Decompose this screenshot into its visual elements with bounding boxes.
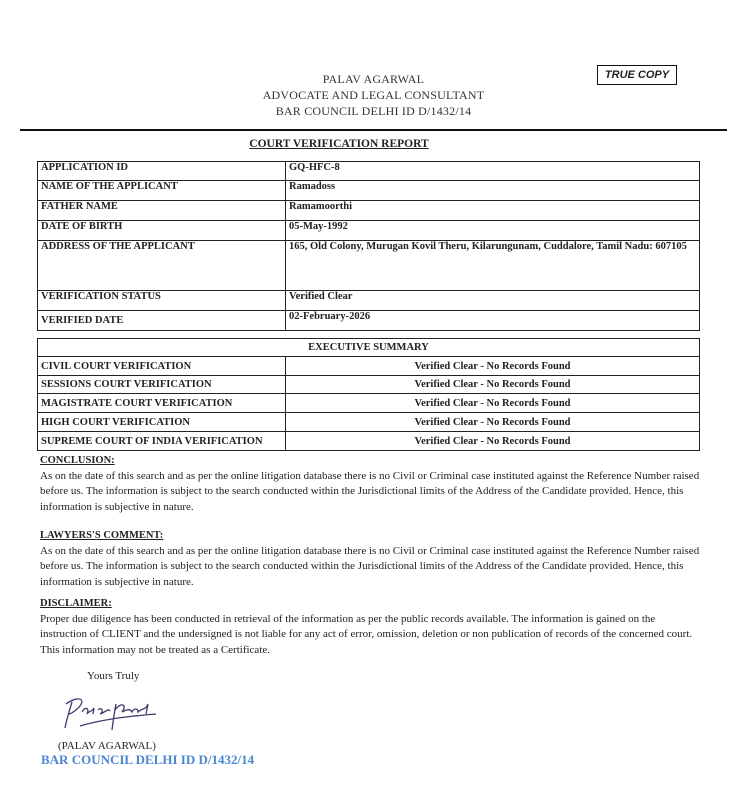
row-value: 165, Old Colony, Murugan Kovil Theru, Kilarungunam, Cuddalore, Tamil Nadu: 607105	[286, 241, 700, 291]
row-label: SUPREME COURT OF INDIA VERIFICATION	[38, 432, 286, 451]
table-row	[38, 432, 700, 451]
disclaimer-text: Proper due diligence has been conducted in retrieval of the information as per the public records available. The information is gained on the instruction of CLIENT and the undersigned is not liable for any act of error, omission, deletion or non publication of records of the concerned court. This information may not be treated as a Certificate.	[40, 612, 693, 656]
applicant-details-table	[37, 161, 700, 331]
table-row	[38, 394, 700, 413]
conclusion-text: As on the date of this search and as per the online litigation database there is no Civil or Criminal case instituted against the Reference Number raised before us. The information is subject to the search conducted within the Jurisdictional limits of the Address of the Candidate provided. Hence, this information is subjective in nature.	[40, 469, 700, 513]
summary-heading: EXECUTIVE SUMMARY	[38, 339, 700, 357]
row-label: NAME OF THE APPLICANT	[38, 181, 286, 201]
true-copy-stamp: TRUE COPY	[597, 65, 677, 85]
table-row	[38, 221, 700, 241]
row-value: 05-May-1992	[286, 221, 700, 241]
advocate-bar-id: BAR COUNCIL DELHI ID D/1432/14	[275, 104, 472, 118]
row-label: APPLICATION ID	[38, 162, 286, 181]
row-label: DATE OF BIRTH	[38, 221, 286, 241]
table-row	[38, 291, 700, 311]
closing-text: Yours Truly	[87, 670, 140, 682]
row-value: Ramamoorthi	[286, 201, 700, 221]
row-value: Verified Clear	[286, 291, 700, 311]
conclusion-heading: CONCLUSION:	[40, 455, 115, 466]
executive-summary-table	[37, 338, 700, 451]
row-value: Verified Clear - No Records Found	[286, 432, 700, 451]
advocate-name: PALAV AGARWAL	[322, 72, 425, 86]
conclusion-section	[40, 453, 700, 515]
comment-text: As on the date of this search and as per the online litigation database there is no Civil or Criminal case instituted against the Reference Number raised before us. The information is subject to the search conducted within the Jurisdictional limits of the Address of the Candidate provided. Hence, this information is subjective in nature.	[40, 544, 700, 588]
table-row	[38, 181, 700, 201]
disclaimer-heading: DISCLAIMER:	[40, 598, 112, 609]
row-label: VERIFIED DATE	[38, 311, 286, 331]
row-value: Verified Clear - No Records Found	[286, 376, 700, 394]
row-value: Verified Clear - No Records Found	[286, 394, 700, 413]
row-label: HIGH COURT VERIFICATION	[38, 413, 286, 432]
row-label: SESSIONS COURT VERIFICATION	[38, 376, 286, 394]
table-row	[38, 357, 700, 376]
row-label: FATHER NAME	[38, 201, 286, 221]
signatory-name: (PALAV AGARWAL)	[58, 740, 156, 752]
advocate-role: ADVOCATE AND LEGAL CONSULTANT	[262, 88, 485, 102]
signatory-bar-id: BAR COUNCIL DELHI ID D/1432/14	[41, 752, 255, 767]
row-value: Ramadoss	[286, 181, 700, 201]
table-row	[38, 376, 700, 394]
row-value: GQ-HFC-8	[286, 162, 700, 181]
table-row	[38, 201, 700, 221]
table-row	[38, 241, 700, 291]
row-label: ADDRESS OF THE APPLICANT	[38, 241, 286, 291]
header-divider	[20, 129, 727, 131]
row-label: CIVIL COURT VERIFICATION	[38, 357, 286, 376]
report-title: COURT VERIFICATION REPORT	[249, 138, 429, 150]
row-label: VERIFICATION STATUS	[38, 291, 286, 311]
disclaimer-section	[40, 596, 700, 658]
lawyers-comment-section	[40, 528, 700, 590]
row-value: Verified Clear - No Records Found	[286, 413, 700, 432]
table-row	[38, 162, 700, 181]
row-label: MAGISTRATE COURT VERIFICATION	[38, 394, 286, 413]
signature-image	[60, 690, 170, 735]
row-value: Verified Clear - No Records Found	[286, 357, 700, 376]
table-row	[38, 413, 700, 432]
comment-heading: LAWYERS'S COMMENT:	[40, 530, 164, 541]
table-row	[38, 311, 700, 331]
row-value: 02-February-2026	[286, 311, 700, 331]
